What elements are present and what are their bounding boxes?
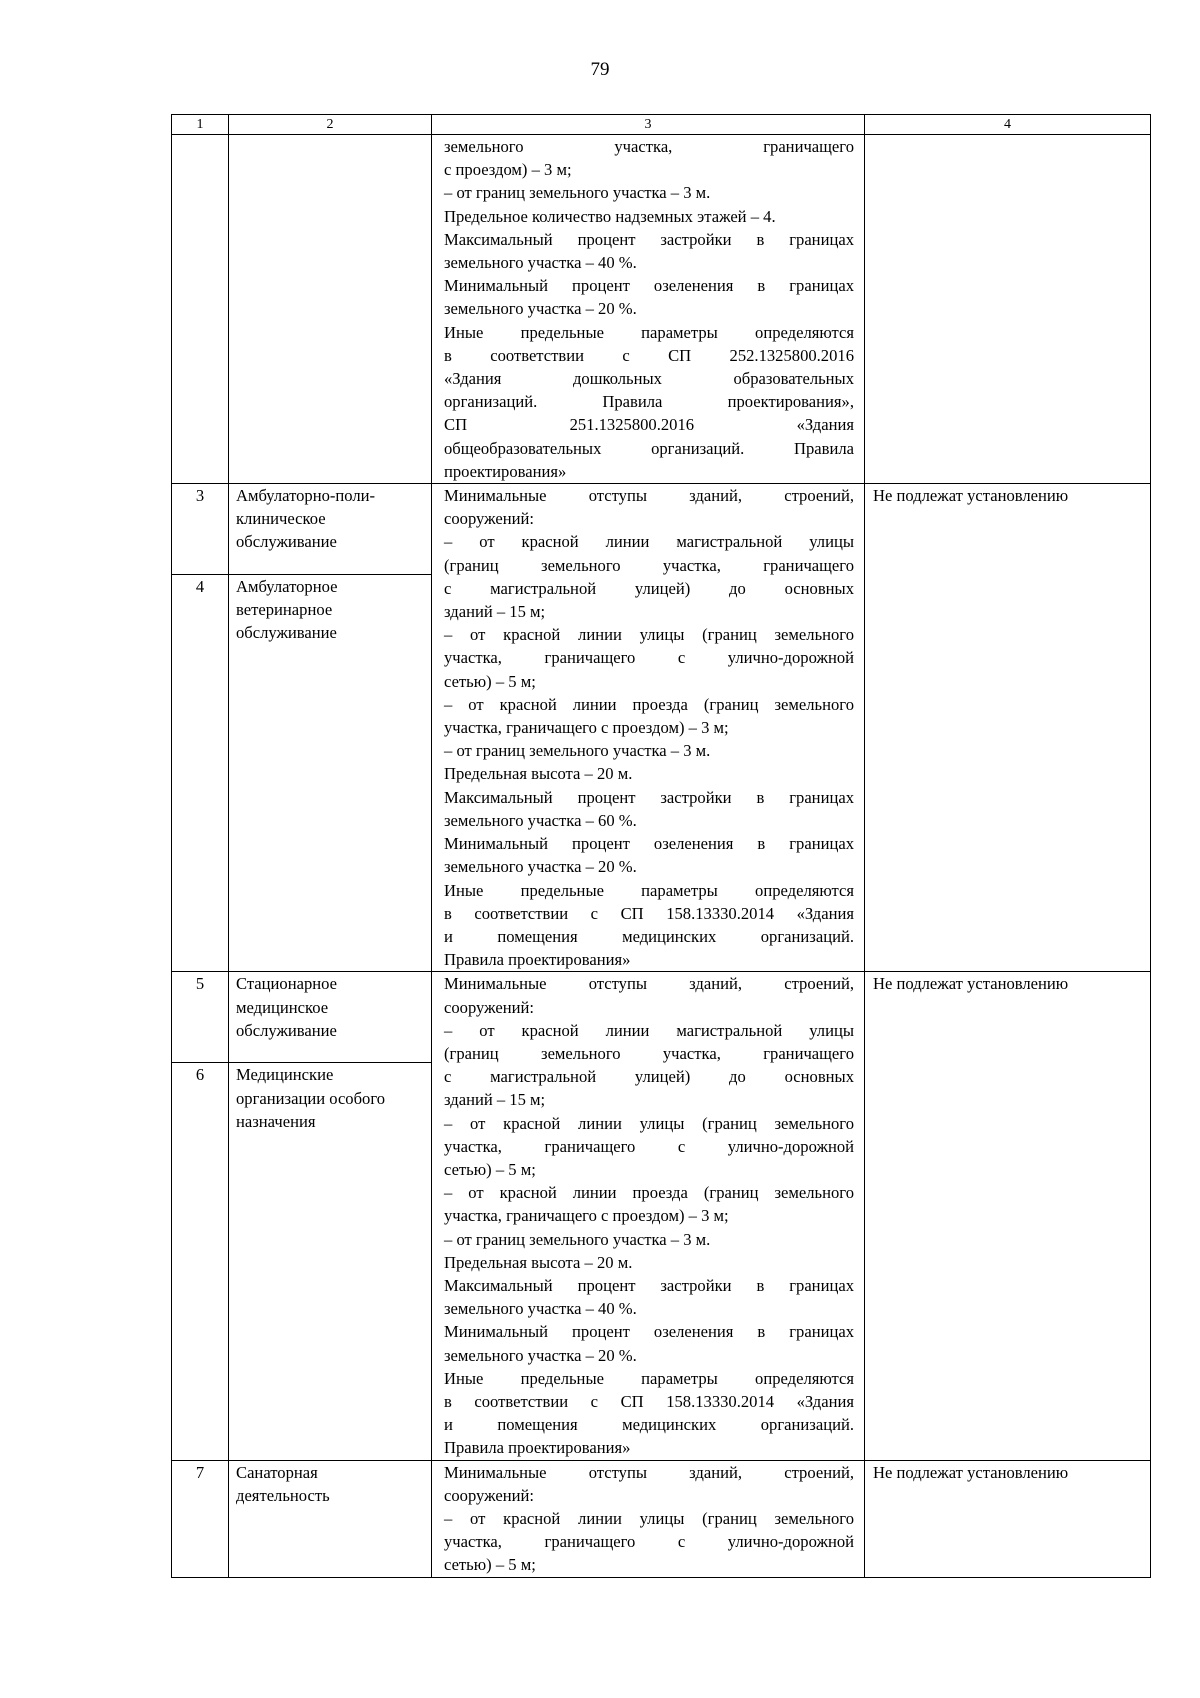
use-type-text-line: деятельность bbox=[236, 1485, 330, 1505]
parameter-text-line: в соответствии с СП 252.1325800.2016 bbox=[444, 345, 854, 365]
parameter-text-line: земельного участка – 20 %. bbox=[444, 1345, 637, 1365]
row-number-cell: 6 bbox=[172, 1063, 229, 1460]
table-row bbox=[172, 972, 1151, 1063]
parameter-text-line: сооружений: bbox=[444, 997, 534, 1017]
parameter-text-line: – от красной линии магистральной улицы bbox=[444, 1020, 854, 1040]
use-type-text-line: обслуживание bbox=[236, 1020, 337, 1040]
column-number-row bbox=[172, 115, 1151, 135]
parameter-text-line: сетью) – 5 м; bbox=[444, 1555, 536, 1575]
use-type-cell bbox=[229, 575, 432, 972]
page-number: 79 bbox=[590, 59, 610, 80]
parameter-text-line: зданий – 15 м; bbox=[444, 1090, 546, 1110]
column-header: 1 bbox=[172, 115, 229, 135]
parameter-text-line: «Здания дошкольных образовательных bbox=[444, 369, 854, 389]
parameter-text-line: – от красной линии улицы (границ земельного bbox=[444, 1113, 854, 1133]
use-type-text-line: обслуживание bbox=[236, 623, 337, 643]
parameter-text-line: земельного участка – 40 %. bbox=[444, 253, 637, 273]
parameter-text-line: Предельная высота – 20 м. bbox=[444, 764, 633, 784]
parameter-text-line: участка, граничащего с проездом) – 3 м; bbox=[444, 718, 729, 738]
parameter-text-line: сетью) – 5 м; bbox=[444, 671, 536, 691]
parameters-cell bbox=[432, 484, 865, 972]
parameter-text-line: проектирования» bbox=[444, 461, 567, 481]
parameter-text-line: Минимальный процент озеленения в границах bbox=[444, 276, 854, 296]
use-type-text-line: назначения bbox=[236, 1111, 316, 1131]
table-row bbox=[172, 1460, 1151, 1577]
parameter-text-line: сооружений: bbox=[444, 509, 534, 529]
column-header: 3 bbox=[432, 115, 865, 135]
use-type-text-line: клиническое bbox=[236, 509, 326, 529]
parameter-text-line: земельного участка – 40 %. bbox=[444, 1299, 637, 1319]
parameter-text-line: Минимальные отступы зданий, строений, bbox=[444, 486, 854, 506]
parameter-text-line: с магистральной улицей) до основных bbox=[444, 1067, 854, 1087]
parameter-text-line: Минимальные отступы зданий, строений, bbox=[444, 974, 854, 994]
parameter-text-line: сетью) – 5 м; bbox=[444, 1159, 536, 1179]
use-type-cell bbox=[229, 972, 432, 1063]
table-row bbox=[172, 484, 1151, 575]
use-type-cell bbox=[229, 1063, 432, 1460]
row-number-cell: 4 bbox=[172, 575, 229, 972]
parameter-text-line: участка, граничащего с улично-дорожной bbox=[444, 1136, 854, 1156]
use-type-text-line: Амбулаторно-поли- bbox=[236, 486, 376, 506]
parameter-text-line: и помещения медицинских организаций. bbox=[444, 926, 854, 946]
use-type-text-line: организации особого bbox=[236, 1088, 386, 1108]
use-type-text-line: Амбулаторное bbox=[236, 577, 338, 597]
parameter-text-line: общеобразовательных организаций. Правила bbox=[444, 438, 854, 458]
row-number-cell: 3 bbox=[172, 484, 229, 575]
use-type-text-line: медицинское bbox=[236, 997, 329, 1017]
use-type-text-line: Медицинские bbox=[236, 1065, 334, 1085]
use-type-text-line: ветеринарное bbox=[236, 600, 333, 620]
parameter-text-line: Максимальный процент застройки в границах bbox=[444, 1275, 854, 1295]
parameter-text-line: в соответствии с СП 158.13330.2014 «Здания bbox=[444, 903, 854, 923]
parameter-text-line: Иные предельные параметры определяются bbox=[444, 1368, 854, 1388]
use-type-text-line: обслуживание bbox=[236, 532, 337, 552]
parameter-text-line: – от границ земельного участка – 3 м. bbox=[444, 741, 711, 761]
use-type-cell bbox=[229, 1460, 432, 1577]
parameter-text-line: Иные предельные параметры определяются bbox=[444, 880, 854, 900]
parameter-text-line: сооружений: bbox=[444, 1485, 534, 1505]
parameter-text-line: Минимальный процент озеленения в границах bbox=[444, 834, 854, 854]
use-type-cell bbox=[229, 484, 432, 575]
parameter-text-line: земельного участка, граничащего bbox=[444, 137, 854, 156]
parameter-text-line: и помещения медицинских организаций. bbox=[444, 1415, 854, 1435]
parameter-text-line: зданий – 15 м; bbox=[444, 602, 546, 622]
parameter-text-line: с проездом) – 3 м; bbox=[444, 160, 572, 180]
parameter-text-line: в соответствии с СП 158.13330.2014 «Здания bbox=[444, 1391, 854, 1411]
parameter-text-line: – от границ земельного участка – 3 м. bbox=[444, 1229, 711, 1249]
parameter-text-line: – от красной линии магистральной улицы bbox=[444, 532, 854, 552]
parameter-text-line: с магистральной улицей) до основных bbox=[444, 578, 854, 598]
parameter-text-line: – от красной линии улицы (границ земельного bbox=[444, 625, 854, 645]
parameter-text-line: Правила проектирования» bbox=[444, 950, 631, 970]
parameter-text-line: участка, граничащего с улично-дорожной bbox=[444, 1532, 854, 1552]
parameter-text-line: земельного участка – 20 %. bbox=[444, 299, 637, 319]
parameter-text-line: Предельное количество надземных этажей – 4. bbox=[444, 206, 776, 226]
column-header: 2 bbox=[229, 115, 432, 135]
table-row bbox=[172, 135, 1151, 484]
row-number-cell: 7 bbox=[172, 1460, 229, 1577]
restrictions-cell: Не подлежат установлению bbox=[865, 484, 1151, 972]
parameter-text-line: Минимальные отступы зданий, строений, bbox=[444, 1462, 854, 1482]
restrictions-cell: Не подлежат установлению bbox=[865, 1460, 1151, 1577]
parameter-text-line: Иные предельные параметры определяются bbox=[444, 322, 854, 342]
parameter-text-line: Минимальный процент озеленения в границах bbox=[444, 1322, 854, 1342]
parameter-text-line: – от границ земельного участка – 3 м. bbox=[444, 183, 711, 203]
parameter-text-line: земельного участка – 60 %. bbox=[444, 810, 637, 830]
row-number-cell: 5 bbox=[172, 972, 229, 1063]
use-type-text-line: Санаторная bbox=[236, 1462, 318, 1482]
parameters-cell bbox=[432, 1460, 865, 1577]
restrictions-cell: Не подлежат установлению bbox=[865, 972, 1151, 1460]
parameter-text-line: организаций. Правила проектирования», bbox=[444, 392, 854, 412]
regulations-table bbox=[171, 114, 1151, 1578]
parameters-cell bbox=[432, 972, 865, 1460]
row-number-cell bbox=[172, 135, 229, 484]
parameter-text-line: СП 251.1325800.2016 «Здания bbox=[444, 415, 854, 435]
parameter-text-line: участка, граничащего с улично-дорожной bbox=[444, 648, 854, 668]
parameter-text-line: – от красной линии улицы (границ земельного bbox=[444, 1508, 854, 1528]
parameter-text-line: Максимальный процент застройки в границах bbox=[444, 787, 854, 807]
parameter-text-line: Максимальный процент застройки в границах bbox=[444, 229, 854, 249]
parameter-text-line: участка, граничащего с проездом) – 3 м; bbox=[444, 1206, 729, 1226]
parameter-text-line: (границ земельного участка, граничащего bbox=[444, 555, 854, 575]
parameter-text-line: земельного участка – 20 %. bbox=[444, 857, 637, 877]
parameter-text-line: Правила проектирования» bbox=[444, 1438, 631, 1458]
parameter-text-line: Предельная высота – 20 м. bbox=[444, 1252, 633, 1272]
use-type-cell bbox=[229, 135, 432, 484]
use-type-text-line: Стационарное bbox=[236, 974, 338, 994]
column-header: 4 bbox=[865, 115, 1151, 135]
parameter-text-line: (границ земельного участка, граничащего bbox=[444, 1043, 854, 1063]
restrictions-cell bbox=[865, 135, 1151, 484]
parameter-text-line: – от красной линии проезда (границ земельного bbox=[444, 1183, 854, 1203]
parameter-text-line: – от красной линии проезда (границ земельного bbox=[444, 694, 854, 714]
parameters-cell bbox=[432, 135, 865, 484]
